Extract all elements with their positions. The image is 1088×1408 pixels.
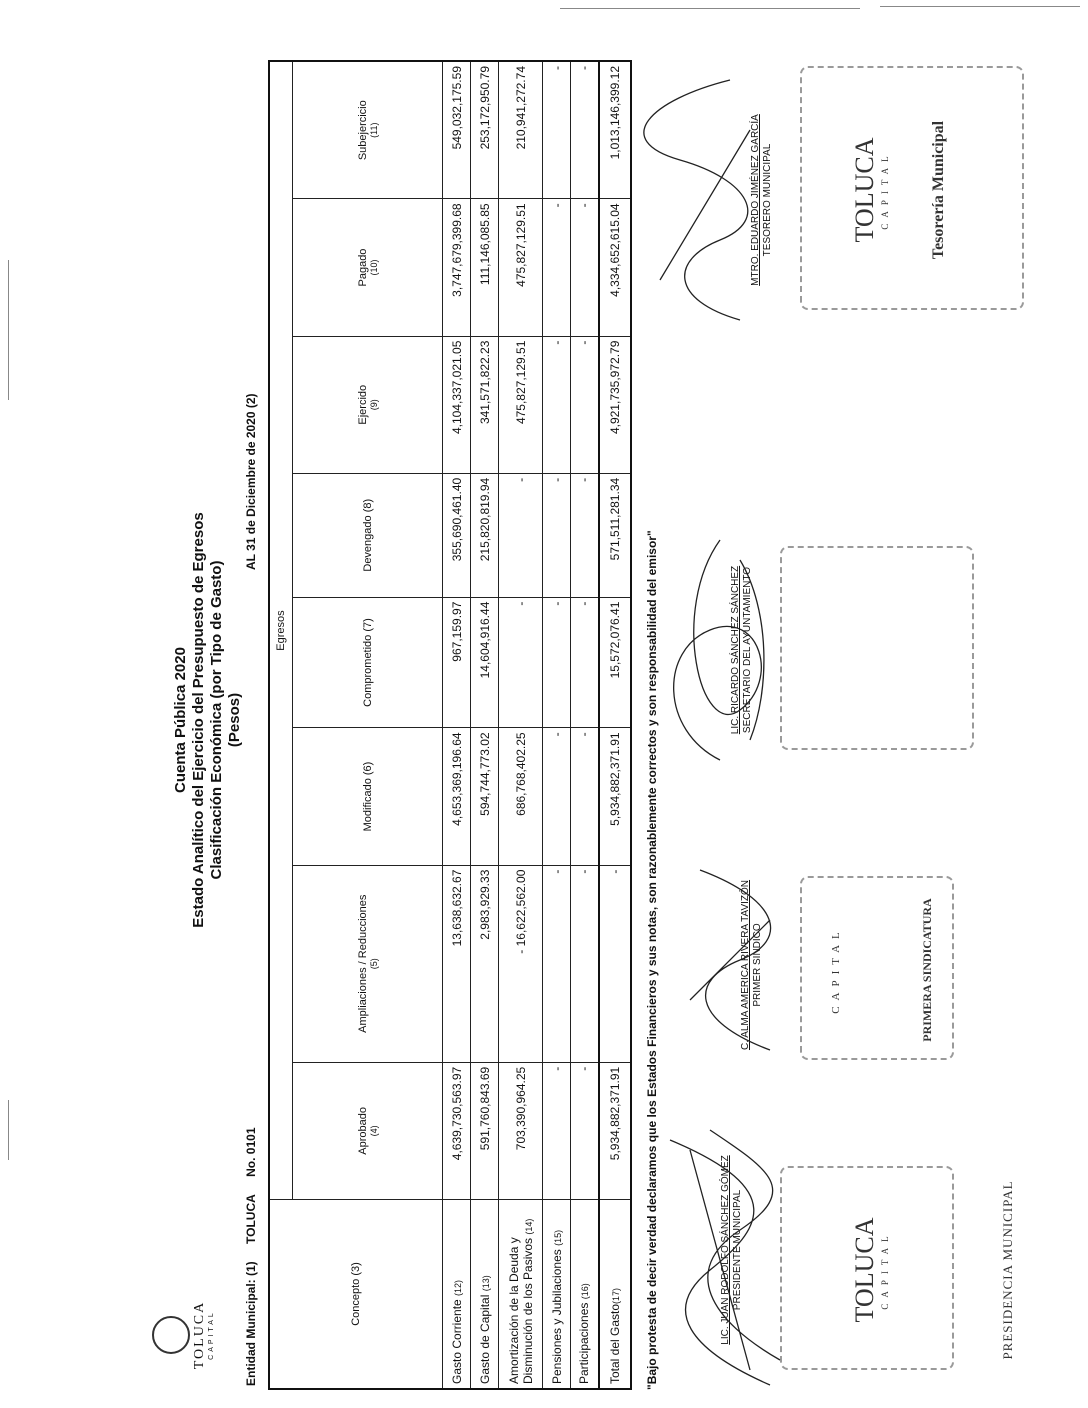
total-cell: 4,334,652,615.04 bbox=[599, 199, 631, 336]
cell: - bbox=[571, 473, 599, 597]
logo-subtext: CAPITAL bbox=[208, 1310, 215, 1360]
cell: 594,744,773.02 bbox=[471, 728, 499, 865]
column-header: Aprobado (4) bbox=[293, 1062, 443, 1199]
table-row bbox=[443, 61, 471, 1389]
column-header: Subejercicio (11) bbox=[293, 61, 443, 199]
cell: 13,638,632.67 bbox=[443, 865, 471, 1062]
toluca-seal-icon bbox=[152, 1316, 190, 1354]
cell: - bbox=[543, 473, 571, 597]
stamp-capital-text: CAPITAL bbox=[830, 926, 842, 1014]
column-header: Pagado (10) bbox=[293, 199, 443, 336]
table-row bbox=[543, 61, 571, 1389]
column-header: Devengado (8) bbox=[293, 473, 443, 597]
cell: - bbox=[543, 597, 571, 728]
row-concept: Gasto Corriente (12) bbox=[443, 1200, 471, 1390]
title-clasificacion: Clasificación Económica (por Tipo de Gasto) bbox=[208, 560, 225, 880]
cell: - bbox=[571, 199, 599, 336]
cell: 475,827,129.51 bbox=[499, 199, 543, 336]
total-cell: 15,572,076.41 bbox=[599, 597, 631, 728]
column-header: Comprometido (7) bbox=[293, 597, 443, 728]
scan-mark-left bbox=[8, 260, 9, 400]
scan-mark-left-2 bbox=[8, 1100, 9, 1160]
report-date: AL 31 de Diciembre de 2020 (2) bbox=[244, 393, 258, 570]
row-concept: Participaciones (16) bbox=[571, 1200, 599, 1390]
expenses-table bbox=[268, 60, 632, 1390]
document-header bbox=[150, 50, 270, 1390]
signature-scribble-icon bbox=[650, 530, 790, 770]
signer-role: TESORERO MUNICIPAL bbox=[762, 143, 773, 257]
cell: 341,571,822.23 bbox=[471, 336, 499, 473]
column-header: Ampliaciones / Reducciones (5) bbox=[293, 865, 443, 1062]
total-cell: 571,511,281.34 bbox=[599, 473, 631, 597]
title-estado-analitico: Estado Analítico del Ejercicio del Presupuesto de Egresos bbox=[190, 512, 207, 928]
cell: - bbox=[543, 1062, 571, 1199]
cell: - bbox=[499, 473, 543, 597]
cell: 967,159.97 bbox=[443, 597, 471, 728]
cell: 14,604,916.44 bbox=[471, 597, 499, 728]
cell: - bbox=[571, 336, 599, 473]
cell: 703,390,964.25 bbox=[499, 1062, 543, 1199]
cell: 4,639,730,563.97 bbox=[443, 1062, 471, 1199]
declaration-text: "Bajo protesta de decir verdad declaramos que los Estados Financieros y sus notas, son razonablemente correctos y son responsabilidad del emisor" bbox=[645, 530, 659, 1390]
stamp-department-text: PRESIDENCIA MUNICIPAL bbox=[1000, 1180, 1015, 1360]
egresos-group-header: Egresos bbox=[269, 61, 293, 1200]
signer-name: LIC. RICARDO SÁNCHEZ SÁNCHEZ bbox=[730, 565, 741, 735]
total-cell: - bbox=[599, 865, 631, 1062]
signer-name: LIC. JUAN RODOLFO SÁNCHEZ GÓMEZ bbox=[720, 1155, 731, 1345]
cell: 253,172,950.79 bbox=[471, 61, 499, 199]
stamp-toluca-text: TOLUCA CAPITAL bbox=[850, 1217, 890, 1323]
stamp-department-text: Tesorería Municipal bbox=[930, 120, 947, 260]
cell: 355,690,461.40 bbox=[443, 473, 471, 597]
cell: - bbox=[499, 597, 543, 728]
scan-mark-top bbox=[560, 8, 860, 9]
cell: 549,032,175.59 bbox=[443, 61, 471, 199]
cell: 215,820,819.94 bbox=[471, 473, 499, 597]
table-row bbox=[499, 61, 543, 1389]
logo-text: TOLUCA bbox=[192, 1300, 207, 1370]
secretaria-stamp bbox=[780, 546, 974, 750]
entity-line bbox=[244, 1114, 258, 1387]
title-pesos: (Pesos) bbox=[226, 692, 243, 748]
cell: - bbox=[571, 61, 599, 199]
document-titles bbox=[172, 350, 244, 1090]
rotated-document bbox=[150, 50, 1060, 1390]
column-header: Modificado (6) bbox=[293, 728, 443, 865]
total-concept: Total del Gasto(17) bbox=[599, 1200, 631, 1390]
table-row bbox=[571, 61, 599, 1389]
tesoreria-stamp bbox=[800, 66, 1024, 310]
signer-role: SECRETARIO DEL AYUNTAMIENTO bbox=[742, 566, 753, 734]
title-cuenta-publica: Cuenta Pública 2020 bbox=[172, 647, 189, 793]
row-concept: Gasto de Capital (13) bbox=[471, 1200, 499, 1390]
row-concept: Amortización de la Deuda y Disminución de los Pasivos (14) bbox=[499, 1200, 543, 1390]
column-header: Ejercido (9) bbox=[293, 336, 443, 473]
cell: 4,104,337,021.05 bbox=[443, 336, 471, 473]
cell: 475,827,129.51 bbox=[499, 336, 543, 473]
signer-name: MTRO. EDUARDO JIMÉNEZ GARCÍA bbox=[750, 114, 761, 286]
scan-mark-top-right bbox=[880, 6, 1080, 7]
cell: 3,747,679,399.68 bbox=[443, 199, 471, 336]
cell: - 16,622,562.00 bbox=[499, 865, 543, 1062]
signature-scribble-icon bbox=[630, 70, 770, 330]
total-cell: 4,921,735,972.79 bbox=[599, 336, 631, 473]
entity-number: No. 0101 bbox=[244, 1127, 258, 1177]
row-concept: Pensiones y Jubilaciones (15) bbox=[543, 1200, 571, 1390]
cell: - bbox=[571, 865, 599, 1062]
entity-name: TOLUCA bbox=[244, 1194, 258, 1244]
cell: 210,941,272.74 bbox=[499, 61, 543, 199]
signer-role: PRIMER SINDICO bbox=[752, 923, 763, 1007]
toluca-logo bbox=[152, 1300, 222, 1370]
cell: - bbox=[571, 597, 599, 728]
total-cell: 5,934,882,371.91 bbox=[599, 1062, 631, 1199]
signer-role: PRESIDENTE MUNICIPAL bbox=[732, 1189, 743, 1311]
cell: 111,146,085.85 bbox=[471, 199, 499, 336]
cell: 591,760,843.69 bbox=[471, 1062, 499, 1199]
stamp-toluca-text: TOLUCA CAPITAL bbox=[850, 137, 890, 243]
signer-name: C. ALMA AMERICA RIVERA TAVIZÓN bbox=[740, 879, 751, 1051]
total-cell: 1,013,146,399.12 bbox=[599, 61, 631, 199]
stamp-department-text: PRIMERA SINDICATURA bbox=[920, 898, 934, 1042]
cell: - bbox=[571, 1062, 599, 1199]
cell: 686,768,402.25 bbox=[499, 728, 543, 865]
cell: 2,983,929.33 bbox=[471, 865, 499, 1062]
total-cell: 5,934,882,371.91 bbox=[599, 728, 631, 865]
cell: - bbox=[543, 728, 571, 865]
cell: - bbox=[543, 865, 571, 1062]
entity-label: Entidad Municipal: (1) bbox=[244, 1261, 258, 1386]
signature-scribble-icon bbox=[670, 860, 790, 1060]
cell: - bbox=[543, 61, 571, 199]
cell: - bbox=[571, 728, 599, 865]
concept-header: Concepto (3) bbox=[269, 1200, 443, 1390]
signature-scribble-icon bbox=[650, 1120, 800, 1390]
total-row bbox=[599, 61, 631, 1389]
cell: - bbox=[543, 336, 571, 473]
cell: - bbox=[543, 199, 571, 336]
table-row bbox=[471, 61, 499, 1389]
cell: 4,653,369,196.64 bbox=[443, 728, 471, 865]
